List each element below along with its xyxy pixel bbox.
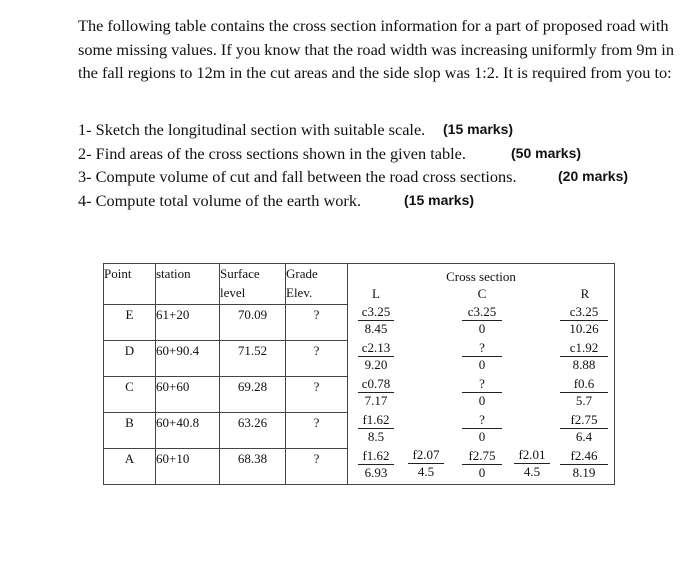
frac-num: f1.62	[362, 448, 390, 463]
task-item	[78, 165, 678, 189]
frac-num: c2.13	[361, 340, 391, 355]
header-station-label: station	[156, 266, 191, 281]
frac-num: f1.62	[362, 412, 390, 427]
frac-den: 7.17	[358, 392, 394, 409]
cell-surface: 68.38	[220, 449, 286, 485]
fraction-L-E	[358, 304, 394, 340]
frac-num: c3.25	[467, 304, 497, 319]
header-grade-line1: Grade	[286, 266, 318, 281]
cell-station: 60+60	[156, 377, 220, 413]
frac-num: ?	[479, 376, 485, 391]
frac-num: c3.25	[569, 304, 599, 319]
frac-den: 8.19	[560, 464, 608, 481]
fraction-L-A	[358, 448, 394, 484]
task-list	[78, 118, 678, 212]
header-cross-section: Cross section	[446, 269, 516, 284]
frac-den: 10.26	[560, 320, 608, 337]
frac-den: 6.93	[358, 464, 394, 481]
task-item	[78, 142, 678, 166]
frac-den: 0	[462, 320, 502, 337]
table-header-row	[104, 264, 615, 305]
frac-num: f0.6	[573, 376, 595, 391]
cell-station: 61+20	[156, 305, 220, 341]
task-text: 3- Compute volume of cut and fall between the road cross sections.	[78, 167, 517, 186]
task-text: 2- Find areas of the cross sections shown in the given table.	[78, 143, 466, 163]
frac-den: 5.7	[560, 392, 608, 409]
task-marks: (15 marks)	[404, 191, 475, 208]
task-item	[78, 189, 678, 213]
header-surface-line1: Surface	[220, 266, 260, 281]
cell-grade: ?	[286, 341, 348, 377]
frac-num: f2.46	[570, 448, 598, 463]
frac-den: 0	[462, 356, 502, 373]
fraction-R-D	[560, 340, 608, 376]
column-L	[358, 304, 394, 484]
header-station	[156, 264, 220, 305]
frac-den: 8.88	[560, 356, 608, 373]
frac-den: 0	[462, 464, 502, 481]
fraction-R-C	[560, 376, 608, 412]
frac-num: f2.07	[412, 447, 440, 462]
header-point-label: Point	[104, 266, 132, 281]
fraction-L-B	[358, 412, 394, 448]
frac-den: 9.20	[358, 356, 394, 373]
frac-num: ?	[479, 340, 485, 355]
fraction-C-D	[462, 340, 502, 376]
cell-surface: 70.09	[220, 305, 286, 341]
cell-station: 60+10	[156, 449, 220, 485]
cell-surface: 63.26	[220, 413, 286, 449]
fraction-C-E	[462, 304, 502, 340]
fraction-R-A	[560, 448, 608, 484]
frac-num: c3.25	[361, 304, 391, 319]
header-point	[104, 264, 156, 305]
cell-point: C	[104, 377, 156, 413]
fraction-C-B	[462, 412, 502, 448]
header-surface	[220, 264, 286, 305]
cell-station: 60+40.8	[156, 413, 220, 449]
frac-den: 8.45	[358, 320, 394, 337]
A-left-mid	[408, 447, 444, 480]
cell-point: D	[104, 341, 156, 377]
header-grade	[286, 264, 348, 305]
cell-grade: ?	[286, 377, 348, 413]
intro-paragraph: The following table contains the cross section information for a part of proposed road with some missing values. If you know that the road width was increasing uniformly from 9m in the fall regions to 12m in the cut areas and the side slop was 1:2. It is required from you to:	[78, 16, 674, 82]
cell-grade: ?	[286, 413, 348, 449]
frac-den: 8.5	[358, 428, 394, 445]
frac-num: f2.75	[468, 448, 496, 463]
frac-num: ?	[479, 412, 485, 427]
column-R	[560, 304, 608, 484]
frac-num: c1.92	[569, 340, 599, 355]
cell-grade: ?	[286, 305, 348, 341]
fraction-R-E	[560, 304, 608, 340]
frac-den: 4.5	[514, 463, 550, 480]
frac-num: f2.75	[570, 412, 598, 427]
cell-point: A	[104, 449, 156, 485]
task-text: 1- Sketch the longitudinal section with suitable scale.	[78, 120, 426, 139]
fraction-C-A	[462, 448, 502, 484]
column-C	[462, 304, 502, 484]
fraction-C-C	[462, 376, 502, 412]
fraction-L-C	[358, 376, 394, 412]
fraction-R-B	[560, 412, 608, 448]
task-marks: (50 marks)	[511, 144, 582, 161]
frac-den: 4.5	[408, 463, 444, 480]
cross-section-block	[348, 264, 615, 485]
frac-num: c0.78	[361, 376, 391, 391]
task-item	[78, 118, 678, 142]
task-text: 4- Compute total volume of the earth work.	[78, 190, 362, 210]
cell-grade: ?	[286, 449, 348, 485]
header-surface-line2: level	[220, 285, 246, 300]
task-marks: (20 marks)	[558, 168, 629, 184]
A-right-mid	[514, 447, 550, 480]
frac-den: 0	[462, 392, 502, 409]
frac-num: f2.01	[518, 447, 546, 462]
task-marks: (15 marks)	[443, 121, 514, 137]
cell-station: 60+90.4	[156, 341, 220, 377]
header-grade-line2: Elev.	[286, 285, 313, 300]
fraction-L-D	[358, 340, 394, 376]
header-C: C	[477, 286, 487, 301]
header-R: R	[580, 286, 590, 301]
frac-den: 6.4	[560, 428, 608, 445]
cross-section-table	[103, 263, 615, 485]
cell-point: E	[104, 305, 156, 341]
cell-point: B	[104, 413, 156, 449]
cell-surface: 71.52	[220, 341, 286, 377]
header-L: L	[372, 286, 380, 301]
frac-den: 0	[462, 428, 502, 445]
cell-surface: 69.28	[220, 377, 286, 413]
